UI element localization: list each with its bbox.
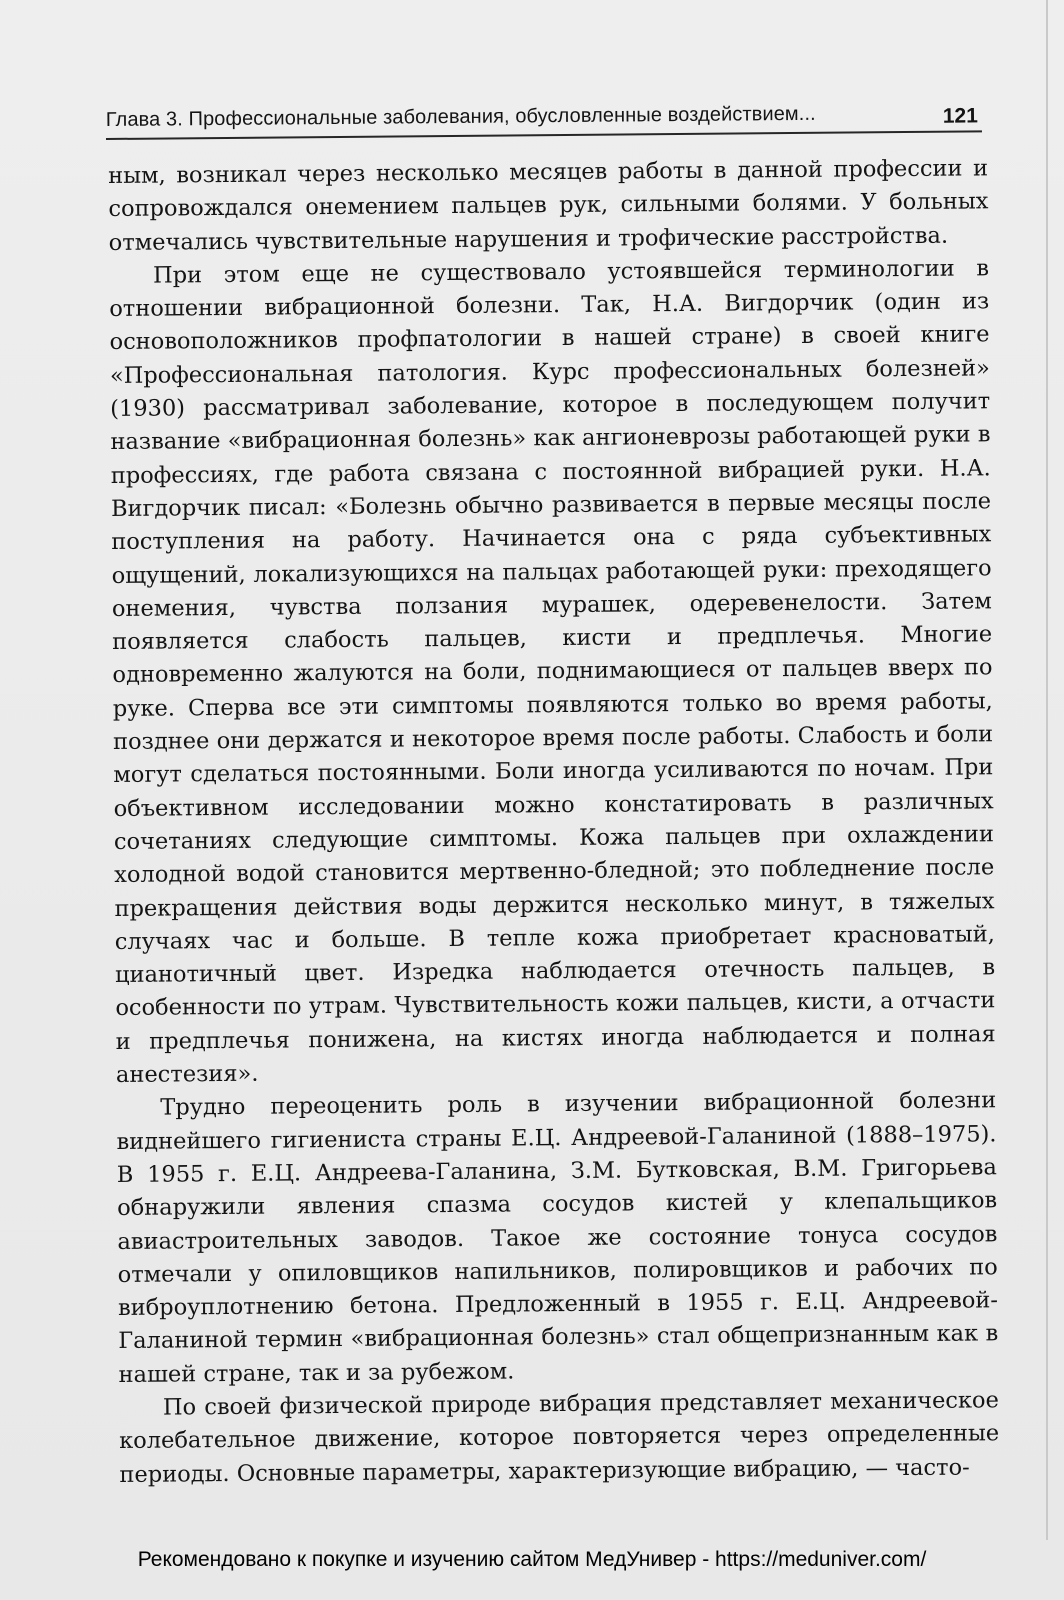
paragraph-continuation: ным, возникал через несколько месяцев работы в данной профессии и сопровождался онемением пальцев рук, сильными болями. У больных отмечались чувствительные нарушения и трофические расстройства. [108,155,989,256]
paragraph-andreeva-galanina: Трудно переоценить роль в изучении вибрационной болезни виднейшего гигиениста страны Е.Ц. Андреевой-Галаниной (1888–1975). В 1955 г. Е.Ц. Андреева-Галанина, З.М. Бутковская, В.М. Григорьева обнаружили явления спазма сосудов кистей у клепальщиков авиастроительных заводов. Такое же состояние тонуса сосудов отмечали у опиловщиков напильников, полировщиков и рабочих по виброуплотнению бетона. Предложенный в 1955 г. Е.Ц. Андреевой-Галаниной термин «вибрационная болезнь» стал общепризнанным как в нашей стране, так и за рубежом. [116,1087,999,1388]
page-edge-shadow [1046,0,1048,1540]
body-text [108,152,1000,1492]
running-head [106,84,982,140]
page-number: 121 [942,104,978,128]
watermark-footer: Рекомендовано к покупке и изучению сайтом МедУнивер - https://meduniver.com/ [137,1548,927,1571]
paragraph-physical-nature: По своей физической природе вибрация представляет механическое колебательное движение, которое повторяется через определенные периоды. Основные параметры, характеризующие вибрацию, — часто- [119,1387,1000,1488]
paragraph-vigdorchik: При этом еще не существовало устоявшейся терминологии в отношении вибрационной болезни. Так, Н.А. Вигдорчик (один из основоположников профпатологии в нашей стране) в своей книге «Профессиональная патология. Курс профессиональных болезней» (1930) рассматривал заболевание, которое в последующем получит название «вибрационная болезнь» как ангионеврозы работающей руки в профессиях, где работа связана с постоянной вибрацией руки. Н.А. Вигдорчик писал: «Болезнь обычно развивается в первые месяцы после поступления на работу. Начинается она с ряда субъективных ощущений, локализующихся на пальцах работающей руки: преходящего онемения, чувства ползания мурашек, одеревенелости. Затем появляется слабость пальцев, кисти и предплечья. Многие одновременно жалуются на боли, поднимающиеся от пальцев вверх по руке. Сперва все эти симптомы появляются только во время работы, позднее они держатся и некоторое время после работы. Слабость и боли могут сделаться постоянными. Боли иногда усиливаются по ночам. При объективном исследовании можно констатировать в различных сочетаниях следующие симптомы. Кожа пальцев при охлаждении холодной водой становится мертвенно-бледной; это побледнение после прекращения действия воды держится несколько минут, в тяжелых случаях час и больше. В тепле кожа приобретает красноватый, цианотичный цвет. Изредка наблюдается отечность пальцев, в особенности по утрам. Чувствительность кожи пальцев, кисти, а отчасти и предплечья понижена, на кистях иногда наблюдается и полная анестезия». [109,255,996,1088]
chapter-title: Глава 3. Профессиональные заболевания, обусловленные воздействием... [105,102,816,132]
